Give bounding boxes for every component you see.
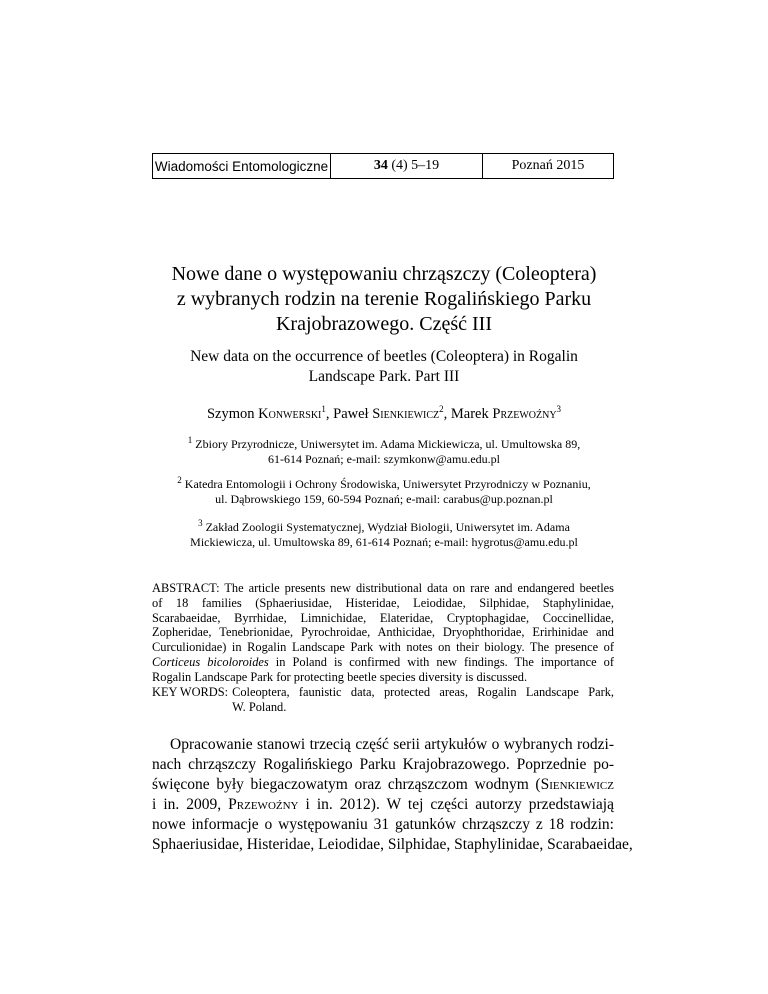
- affiliation-1: $^1$ Zbiory Przyrodnicze, Uniwersytet im. Adama Mickiewicza, ul. Umultowska 89, 61-614 Poznań; e-mail: szymkonw@amu.edu.pl: [187, 435, 581, 466]
- title-en-line-1: New data on the occurrence of beetles (Coleoptera) in Rogalin: [190, 348, 578, 365]
- volume-issue: [331, 154, 483, 178]
- issue-pages: (4) 5–19: [387, 158, 440, 173]
- keywords-label: KEY WORDS:: [152, 685, 229, 699]
- species-name: Corticeus bicoloroides: [152, 654, 269, 669]
- author-1: Szymon Konwerski$^1$,: [206, 404, 334, 422]
- author-3: Marek Przewoźny$^3$: [450, 404, 562, 422]
- title-pl-line-3: Krajobrazowego. Część III: [275, 313, 492, 335]
- keywords: KEY WORDS: Coleoptera, faunistic data, protected areas, Rogalin Landscape Park, W. Poland.: [152, 685, 614, 714]
- body-paragraph: Opracowanie stanowi trzecią część serii artykułów o wybranych rodzi- nach chrząszczy Rogalińskiego Parku Krajobrazowego. Poprzednie po- święcone były biegaczowatym oraz chrząszczom wodnym (Sienkiewicz i in. 2009, Przewoźny i in. 2012). W tej części autorzy przedstawiają nowe informacje o występowaniu 31 gatunków chrząszczy z 18 rodzin: Sphaeriusidae, Histeridae, Leiodidae, Silphidae, Staphylinidae, Scarabaeidae,: [152, 736, 633, 853]
- title-polish: [0, 262, 768, 337]
- journal-name: Wiadomości Entomologiczne: [153, 154, 331, 178]
- title-english: [0, 347, 768, 387]
- title-en-line-2: Landscape Park. Part III: [308, 368, 460, 385]
- affiliation-3: $^3$ Zakład Zoologii Systematycznej, Wydział Biologii, Uniwersytet im. Adama Mickiewicza, ul. Umultowska 89, 61-614 Poznań; e-mail: hygrotus@amu.edu.pl: [190, 518, 578, 549]
- title-pl-line-1: Nowe dane o występowaniu chrząszczy (Coleoptera): [171, 263, 597, 285]
- place-year: Poznań 2015: [511, 158, 585, 173]
- author-2: Paweł Sienkiewicz$^2$,: [333, 404, 451, 422]
- author-list: [0, 404, 768, 423]
- volume-number: 34: [373, 158, 388, 173]
- title-pl-line-2: z wybranych rodzin na terenie Rogalińskiego Parku: [176, 288, 592, 310]
- journal-header-table: [152, 153, 614, 179]
- affiliation-2: $^2$ Katedra Entomologii i Ochrony Środowiska, Uniwersytet Przyrodniczy w Poznaniu, ul. Dąbrowskiego 159, 60-594 Poznań; e-mail: carabus@up.poznan.pl: [177, 475, 591, 506]
- abstract: ABSTRACT: The article presents new distributional data on rare and endangered beetles of 18 families (Sphaeriusidae, Histeridae, Leiodidae, Silphidae, Staphylinidae, Scarabaeidae, Byrrhidae, Limnichidae, Elateridae, Cryptophagidae, Coccinellidae, Zopheridae, Tenebrionidae, Pyrochroidae, Anthicidae, Dryophthoridae, Erirhinidae and Curculionidae) in Rogalin Landscape Park with notes on their biology. The presence of Corticeus bicoloroides in Poland is confirmed with new findings. The importance of Rogalin Landscape Park for protecting beetle species diversity is discussed.: [152, 581, 614, 684]
